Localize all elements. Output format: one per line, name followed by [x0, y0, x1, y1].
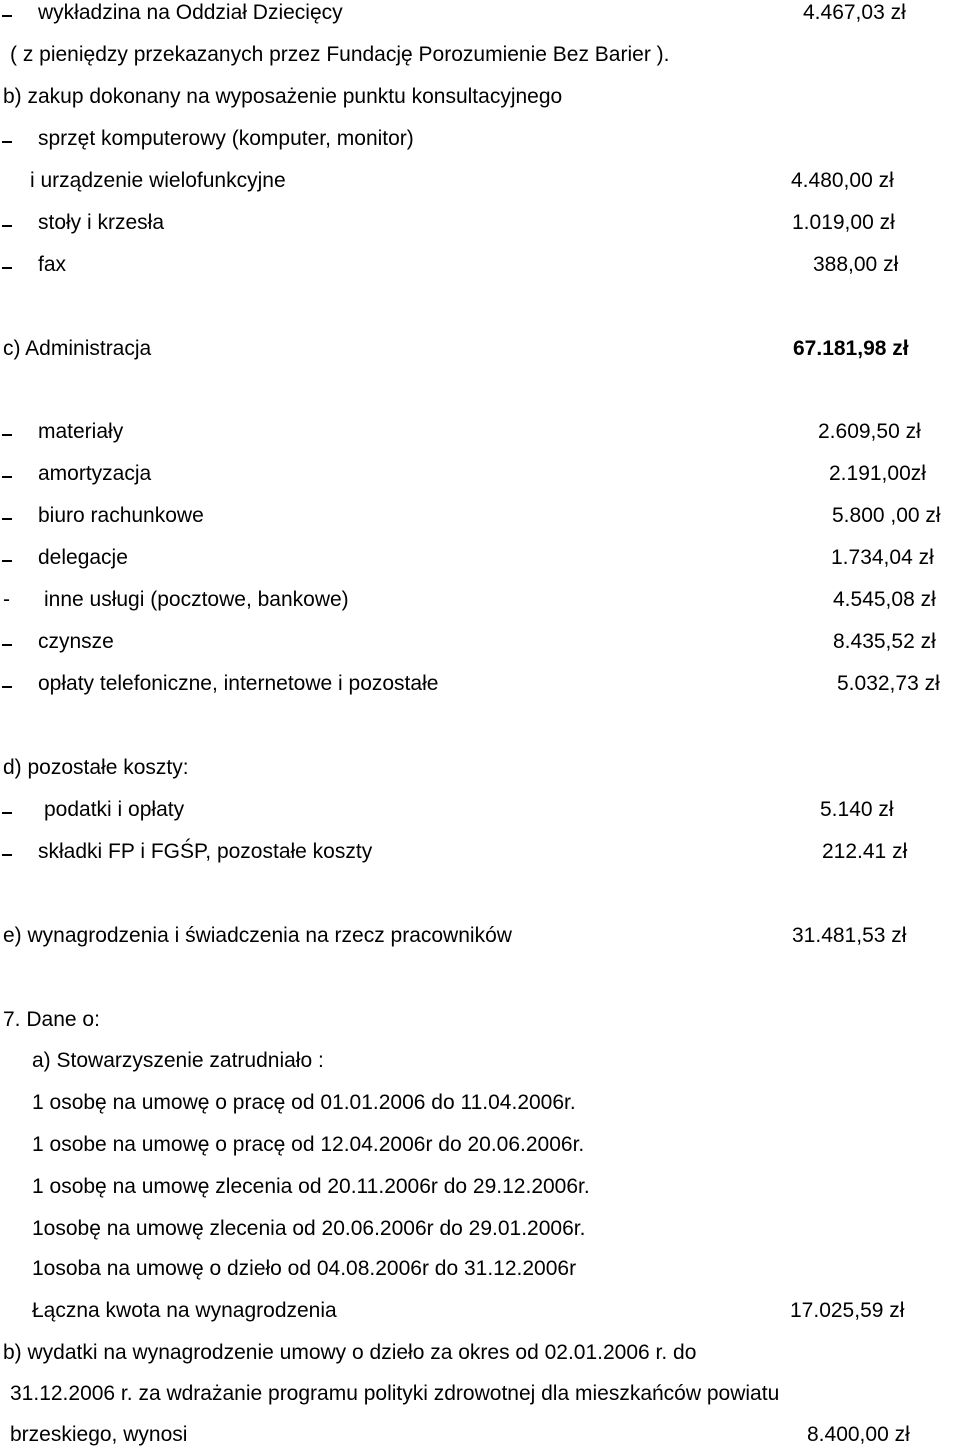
employment-line: 1osoba na umowę o dzieło od 04.08.2006r do 31.12.2006r	[32, 1257, 577, 1280]
paragraph-amount: 8.400,00 zł	[807, 1423, 910, 1446]
list-item-label-continued: i urządzenie wielofunkcyjne	[30, 169, 286, 192]
list-item-amount: 388,00 zł	[813, 253, 899, 276]
list-item-amount: 4.467,03 zł	[803, 1, 906, 24]
list-dash	[2, 560, 12, 562]
list-item-amount: 1.019,00 zł	[792, 211, 895, 234]
paragraph-line: b) wydatki na wynagrodzenie umowy o dzieło za okres od 02.01.2006 r. do	[3, 1341, 697, 1364]
list-dash	[2, 686, 12, 688]
list-item-label: biuro rachunkowe	[38, 504, 204, 527]
section-heading: 7. Dane o:	[3, 1008, 100, 1031]
section-heading: b) zakup dokonany na wyposażenie punktu konsultacyjnego	[3, 85, 563, 108]
list-item-amount: 4.545,08 zł	[833, 588, 936, 611]
list-item-label: materiały	[38, 420, 124, 443]
employment-line: 1 osobę na umowę o pracę od 01.01.2006 do 11.04.2006r.	[32, 1091, 576, 1114]
list-item-amount: 2.609,50 zł	[818, 420, 921, 443]
paragraph-line: brzeskiego, wynosi	[10, 1423, 188, 1446]
list-dash	[2, 141, 12, 143]
list-item-amount: 212.41 zł	[822, 840, 908, 863]
list-item-amount: 4.480,00 zł	[791, 169, 894, 192]
list-dash	[2, 434, 12, 436]
list-item-label: inne usługi (pocztowe, bankowe)	[44, 588, 349, 611]
employment-line: 1 osobę na umowę zlecenia od 20.11.2006r do 29.12.2006r.	[32, 1175, 590, 1198]
list-dash	[2, 812, 12, 814]
list-dash	[2, 267, 12, 269]
list-dash	[2, 518, 12, 520]
section-total: 31.481,53 zł	[792, 924, 907, 947]
list-item-label: fax	[38, 253, 67, 276]
list-item-label: stoły i krzesła	[38, 211, 165, 234]
list-item-label: składki FP i FGŚP, pozostałe koszty	[38, 840, 373, 863]
subsection-heading: a) Stowarzyszenie zatrudniało :	[32, 1049, 324, 1072]
list-hyphen: -	[3, 588, 10, 611]
salary-total-amount: 17.025,59 zł	[790, 1299, 905, 1322]
list-item-amount: 5.140 zł	[820, 798, 894, 821]
list-item-amount: 2.191,00zł	[829, 462, 926, 485]
salary-total-label: Łączna kwota na wynagrodzenia	[32, 1299, 337, 1322]
employment-line: 1 osobe na umowę o pracę od 12.04.2006r do 20.06.2006r.	[32, 1133, 585, 1156]
list-dash	[2, 225, 12, 227]
section-heading: e) wynagrodzenia i świadczenia na rzecz pracowników	[3, 924, 512, 947]
list-item-amount: 1.734,04 zł	[831, 546, 934, 569]
list-item-label: delegacje	[38, 546, 128, 569]
employment-line: 1osobę na umowę zlecenia od 20.06.2006r do 29.01.2006r.	[32, 1217, 586, 1240]
list-dash	[2, 15, 12, 17]
section-heading: c) Administracja	[3, 337, 152, 360]
section-heading: d) pozostałe koszty:	[3, 756, 189, 779]
list-item-label: amortyzacja	[38, 462, 152, 485]
paragraph-line: 31.12.2006 r. za wdrażanie programu polityki zdrowotnej dla mieszkańców powiatu	[10, 1382, 780, 1405]
list-item-amount: 8.435,52 zł	[833, 630, 936, 653]
list-item-label: sprzęt komputerowy (komputer, monitor)	[38, 127, 414, 150]
list-item-label: opłaty telefoniczne, internetowe i pozostałe	[38, 672, 439, 695]
list-item-label: podatki i opłaty	[44, 798, 185, 821]
list-item-amount: 5.800 ,00 zł	[832, 504, 941, 527]
section-total: 67.181,98 zł	[793, 337, 909, 360]
list-dash	[2, 644, 12, 646]
list-dash	[2, 476, 12, 478]
list-item-label: czynsze	[38, 630, 114, 653]
list-item-amount: 5.032,73 zł	[837, 672, 940, 695]
list-item-label: wykładzina na Oddział Dziecięcy	[38, 1, 343, 24]
funding-note: ( z pieniędzy przekazanych przez Fundację Porozumienie Bez Barier ).	[10, 43, 670, 66]
list-dash	[2, 854, 12, 856]
